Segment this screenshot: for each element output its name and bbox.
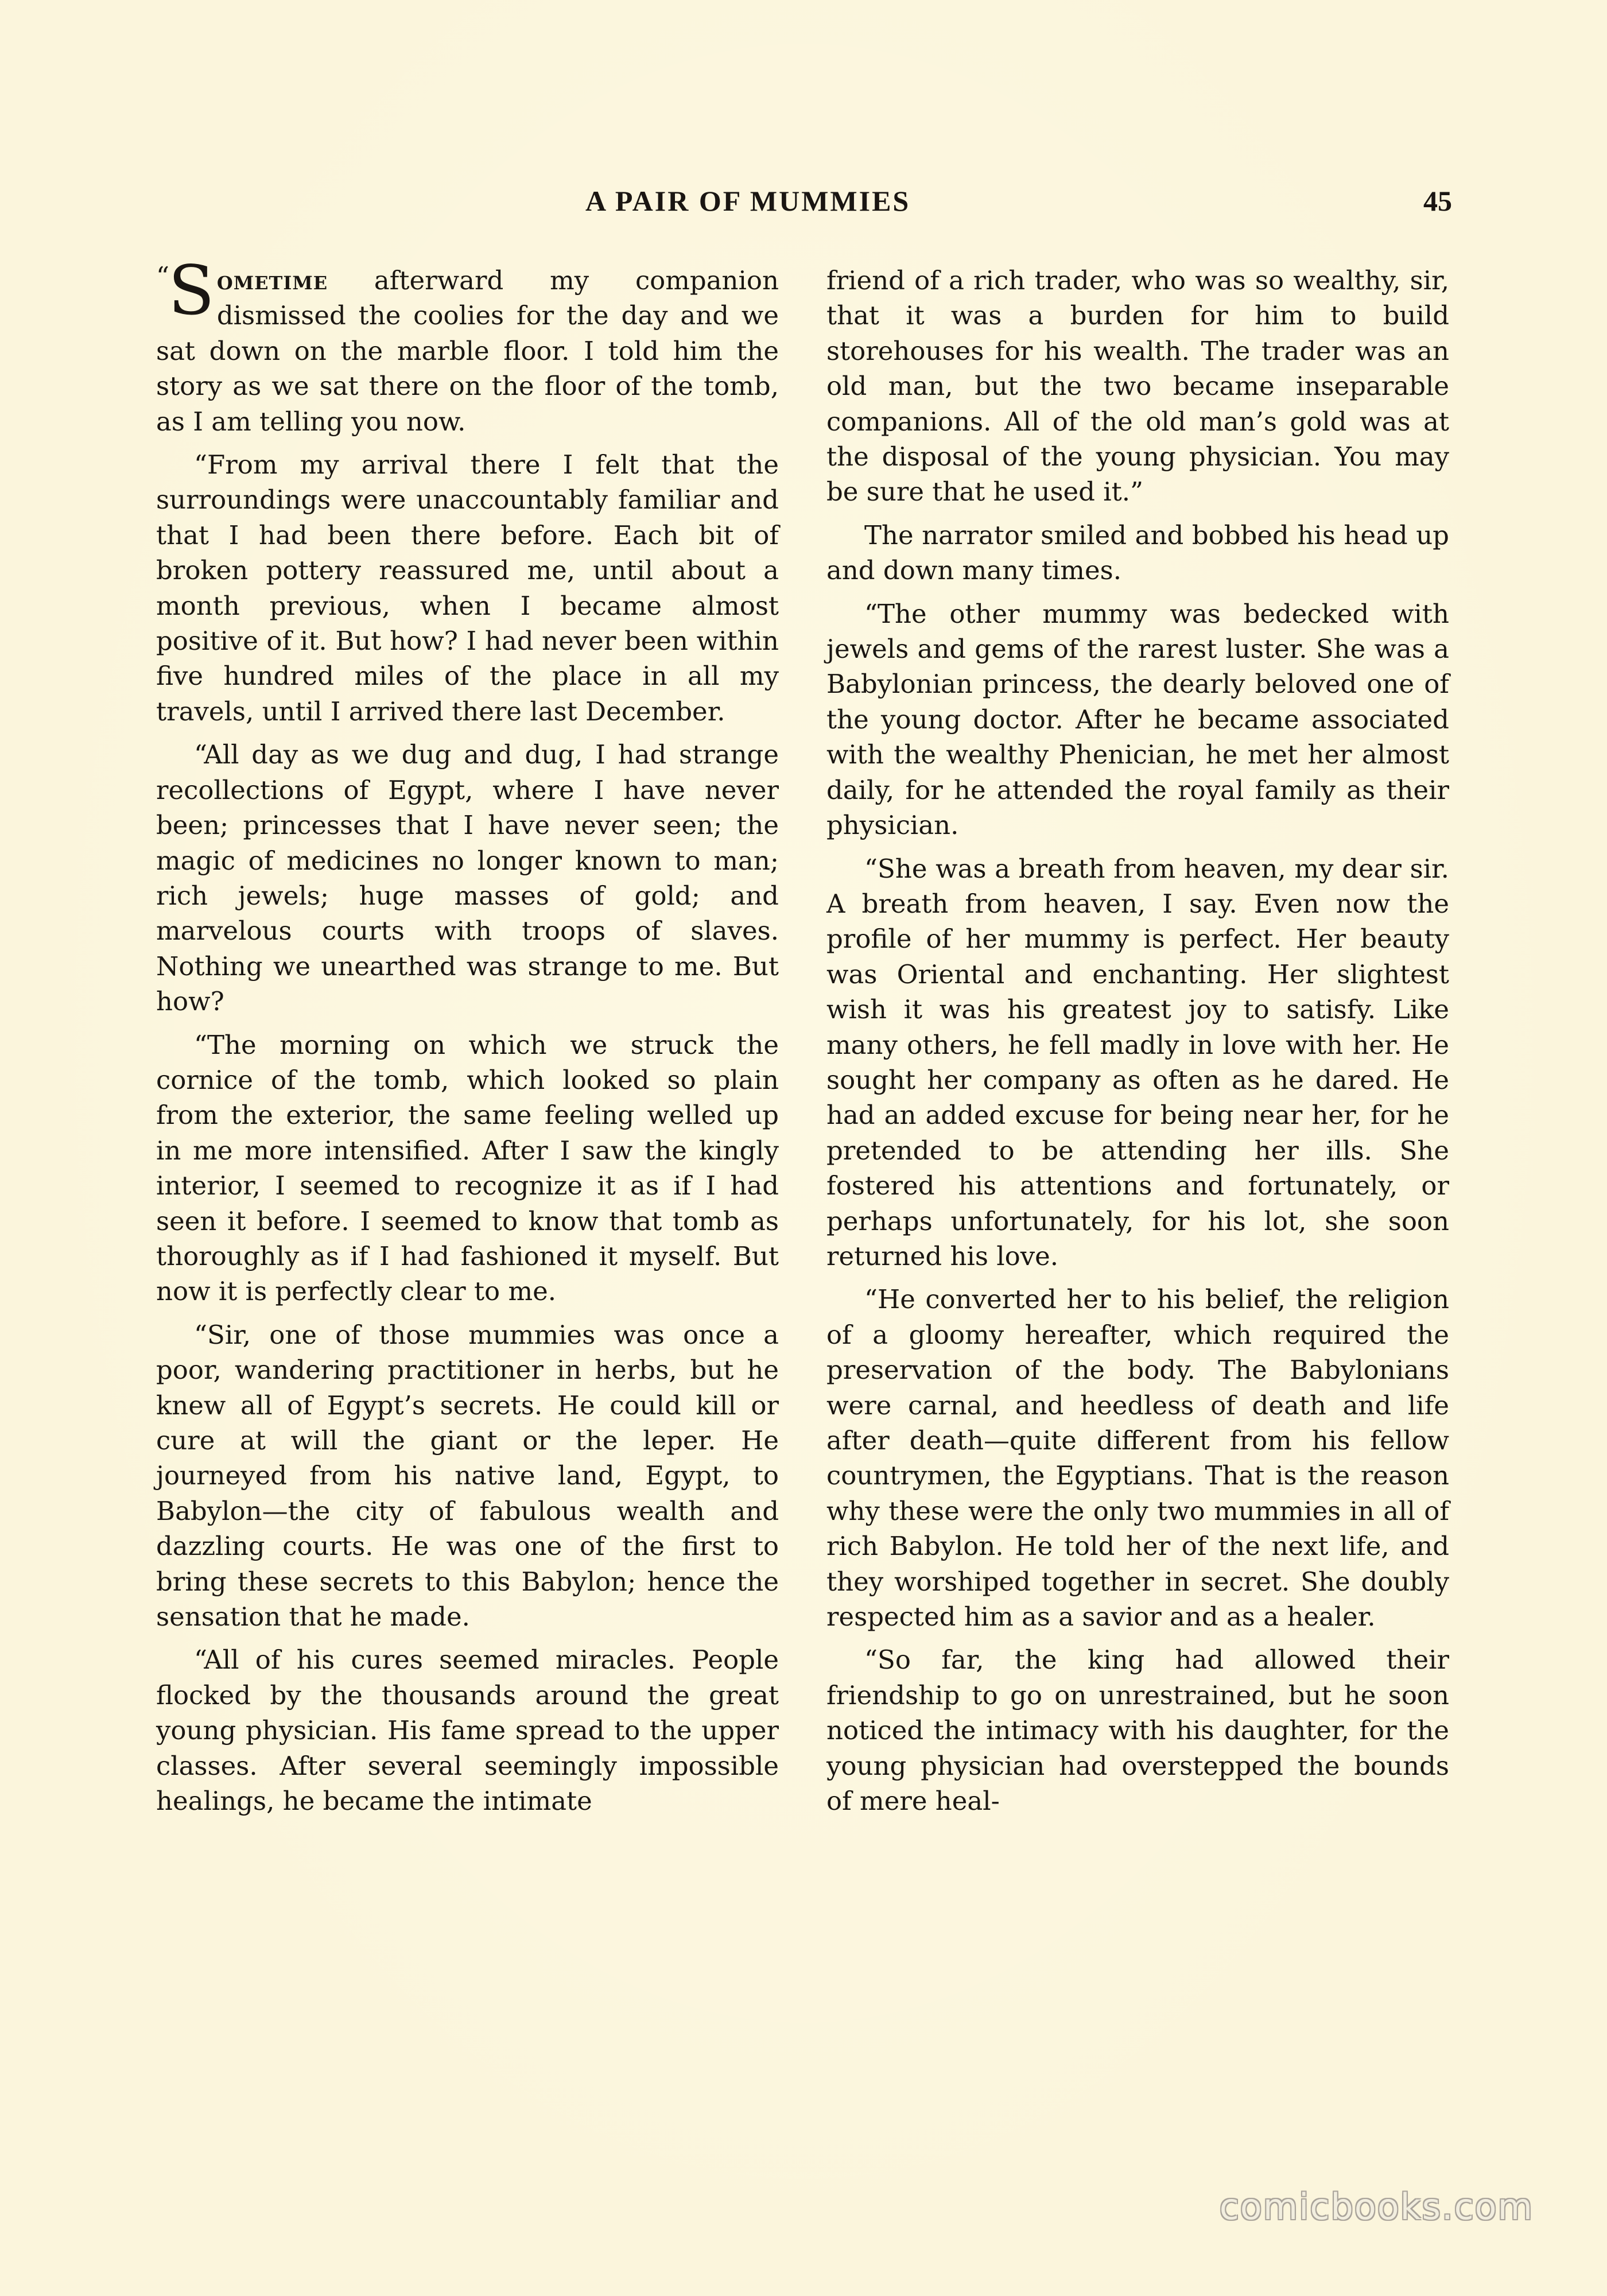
- opening-paragraph-text: afterward my companion dismissed the coolies for the day and we sat down on the marble floor. I told him the story as we sat there on the floor of the tomb, as I am telling you now.: [156, 265, 779, 437]
- small-caps-lead: ometime: [216, 265, 328, 296]
- paragraph: “Sir, one of those mummies was once a poor, wandering practitioner in herbs, but he knew all of Egypt’s secrets. He could kill or cure at will the giant or the leper. He journeyed from his native land, Egypt, to Babylon—the city of fabulous wealth and dazzling courts. He was one of the first to bring these secrets to this Babylon; hence the sensation that he made.: [156, 1319, 779, 1632]
- paragraph: “From my arrival there I felt that the surroundings were unaccountably familiar and that I had been there before. Each bit of broken pottery reassured me, until about a month previous, when I became almost positive of it. But how? I had never been within five hundred miles of the place in all my travels, until I arrived there last December.: [156, 449, 779, 727]
- paragraph: “So far, the king had allowed their friendship to go on unrestrained, but he soon noticed the intimacy with his daughter, for the young physician had overstepped the bounds of mere heal-: [826, 1645, 1449, 1817]
- opening-quote: “: [156, 261, 169, 292]
- paragraph: “He converted her to his belief, the religion of a gloomy hereafter, which required the preservation of the body. The Babylonians were carnal, and heedless of death and life after death—quite different from his fellow countrymen, the Egyptians. That is the reason why these were the only two mummies in all of rich Babylon. He told her of the next life, and they worshiped together in secret. She doubly respected him as a savior and as a healer.: [826, 1284, 1449, 1632]
- paragraph: “All day as we dug and dug, I had strange recollections of Egypt, where I have never been; princesses that I have never seen; the magic of medicines no longer known to man; rich jewels; huge masses of gold; and marvelous courts with troops of slaves. Nothing we unearthed was strange to me. But how?: [156, 739, 779, 1017]
- paragraph: “All of his cures seemed miracles. People flocked by the thousands around the great young physician. His fame spread to the upper classes. After several seemingly impossible healings, he became the intimate: [156, 1645, 779, 1817]
- site-watermark: comicbooks.com: [1219, 2186, 1534, 2228]
- opening-paragraph: [156, 251, 779, 439]
- continued-paragraph: friend of a rich trader, who was so wealthy, sir, that it was a burden for him to build storehouses for his wealth. The trader was an old man, but the two became inseparable companions. All of the old man’s gold was at the disposal of the young physician. You may be sure that he used it.”: [826, 265, 1449, 507]
- right-column: [826, 263, 1449, 1826]
- paragraph: The narrator smiled and bobbed his head up and down many times.: [826, 519, 1449, 586]
- page-title: A PAIR OF MUMMIES: [585, 185, 911, 217]
- page-number: 45: [1423, 185, 1452, 217]
- paragraph: “She was a breath from heaven, my dear sir. A breath from heaven, I say. Even now the profile of her mummy is perfect. Her beauty was Oriental and enchanting. Her slightest wish it was his greatest joy to satisfy. Like many others, he fell madly in love with her. He sought her company as often as he dared. He had an added excuse for being near her, for he pretended to be attending her ills. She fostered his attentions and fortunately, or perhaps unfortunately, for his lot, she soon returned his love.: [826, 853, 1449, 1271]
- left-column: [156, 251, 779, 1826]
- paragraph: “The other mummy was bedecked with jewels and gems of the rarest luster. She was a Babylonian princess, the dearly beloved one of the young doctor. After he became associated with the wealthy Phenician, he met her almost daily, for he attended the royal family as their physician.: [826, 598, 1449, 841]
- running-head: [0, 183, 1607, 219]
- drop-cap-block: [156, 251, 215, 330]
- paragraph: “The morning on which we struck the cornice of the tomb, which looked so plain from the exterior, the same feeling welled up in me more intensified. After I saw the kingly interior, I seemed to recognize it as if I had seen it before. I seemed to know that tomb as thoroughly as if I had fashioned it myself. But now it is perfectly clear to me.: [156, 1029, 779, 1307]
- drop-cap-letter: S: [168, 251, 215, 330]
